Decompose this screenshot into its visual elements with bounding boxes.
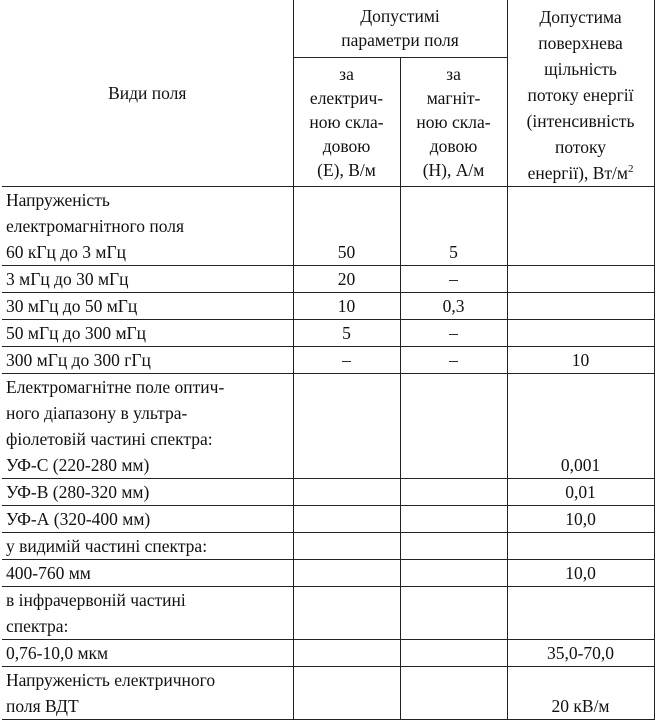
row-electric: 10 <box>293 293 400 320</box>
row-density <box>507 187 654 266</box>
row-density: 10,0 <box>507 560 654 587</box>
row-density <box>507 266 654 293</box>
row-electric <box>293 640 400 667</box>
row-electric <box>293 374 400 479</box>
table-row <box>2 187 654 266</box>
row-density <box>507 320 654 347</box>
row-density <box>507 533 654 560</box>
row-magnetic <box>400 479 507 506</box>
row-magnetic <box>400 667 507 720</box>
row-magnetic <box>400 587 507 640</box>
row-label: Напруженість електромагнітного поля 60 кГц до 3 мГц <box>2 187 293 266</box>
row-density: 10,0 <box>507 506 654 533</box>
row-label: 30 мГц до 50 мГц <box>2 293 293 320</box>
row-label: Напруженість електричного поля ВДТ <box>2 667 293 720</box>
row-density: 35,0-70,0 <box>507 640 654 667</box>
row-magnetic <box>400 640 507 667</box>
table-row <box>2 266 654 293</box>
header-electric: за електрич- ною скла- довою (Е), В/м <box>293 57 400 186</box>
row-magnetic: – <box>400 266 507 293</box>
table-row <box>2 347 654 374</box>
row-density: 10 <box>507 347 654 374</box>
row-label: Електромагнітне поле оптич- ного діапазону в ультра- фіолетовій частині спектра: УФ-С (220-280 мм) <box>2 374 293 479</box>
row-label: 0,76-10,0 мкм <box>2 640 293 667</box>
row-electric <box>293 506 400 533</box>
table-row <box>2 293 654 320</box>
row-magnetic <box>400 560 507 587</box>
table-row <box>2 533 654 560</box>
row-density: 20 кВ/м <box>507 667 654 720</box>
row-magnetic <box>400 374 507 479</box>
header-row-1 <box>2 0 654 57</box>
table-row <box>2 479 654 506</box>
field-parameters-table <box>2 0 655 720</box>
row-magnetic: – <box>400 347 507 374</box>
row-density <box>507 587 654 640</box>
row-density: 0,001 <box>507 374 654 479</box>
header-density-sup: 2 <box>627 163 634 176</box>
row-density: 0,01 <box>507 479 654 506</box>
row-label: 300 мГц до 300 гГц <box>2 347 293 374</box>
row-electric <box>293 587 400 640</box>
header-group: Допустимі параметри поля <box>293 0 507 57</box>
row-electric <box>293 533 400 560</box>
row-label: в інфрачервоній частині спектра: <box>2 587 293 640</box>
row-magnetic: 5 <box>400 187 507 266</box>
table-row <box>2 506 654 533</box>
table-row <box>2 560 654 587</box>
row-electric <box>293 560 400 587</box>
row-electric: 5 <box>293 320 400 347</box>
table-row <box>2 320 654 347</box>
header-kind: Види поля <box>2 0 293 187</box>
table-row <box>2 640 654 667</box>
row-electric: 20 <box>293 266 400 293</box>
row-electric: 50 <box>293 187 400 266</box>
row-label: 400-760 мм <box>2 560 293 587</box>
table-row <box>2 587 654 640</box>
document-page <box>2 0 655 720</box>
row-label: УФ-В (280-320 мм) <box>2 479 293 506</box>
row-magnetic: – <box>400 320 507 347</box>
row-electric: – <box>293 347 400 374</box>
row-label: у видимій частині спектра: <box>2 533 293 560</box>
row-label: 50 мГц до 300 мГц <box>2 320 293 347</box>
row-label: УФ-А (320-400 мм) <box>2 506 293 533</box>
row-magnetic: 0,3 <box>400 293 507 320</box>
row-electric <box>293 667 400 720</box>
row-magnetic <box>400 506 507 533</box>
table-row <box>2 374 654 479</box>
header-density-text: Допустима поверхнева щільність потоку енергії (інтенсивність потоку енергії), Вт/м <box>526 7 635 183</box>
row-magnetic <box>400 533 507 560</box>
table-row <box>2 667 654 720</box>
header-magnetic: за магніт- ною скла- довою (Н), А/м <box>400 57 507 186</box>
row-label: 3 мГц до 30 мГц <box>2 266 293 293</box>
row-electric <box>293 479 400 506</box>
row-density <box>507 293 654 320</box>
header-density <box>507 0 654 187</box>
